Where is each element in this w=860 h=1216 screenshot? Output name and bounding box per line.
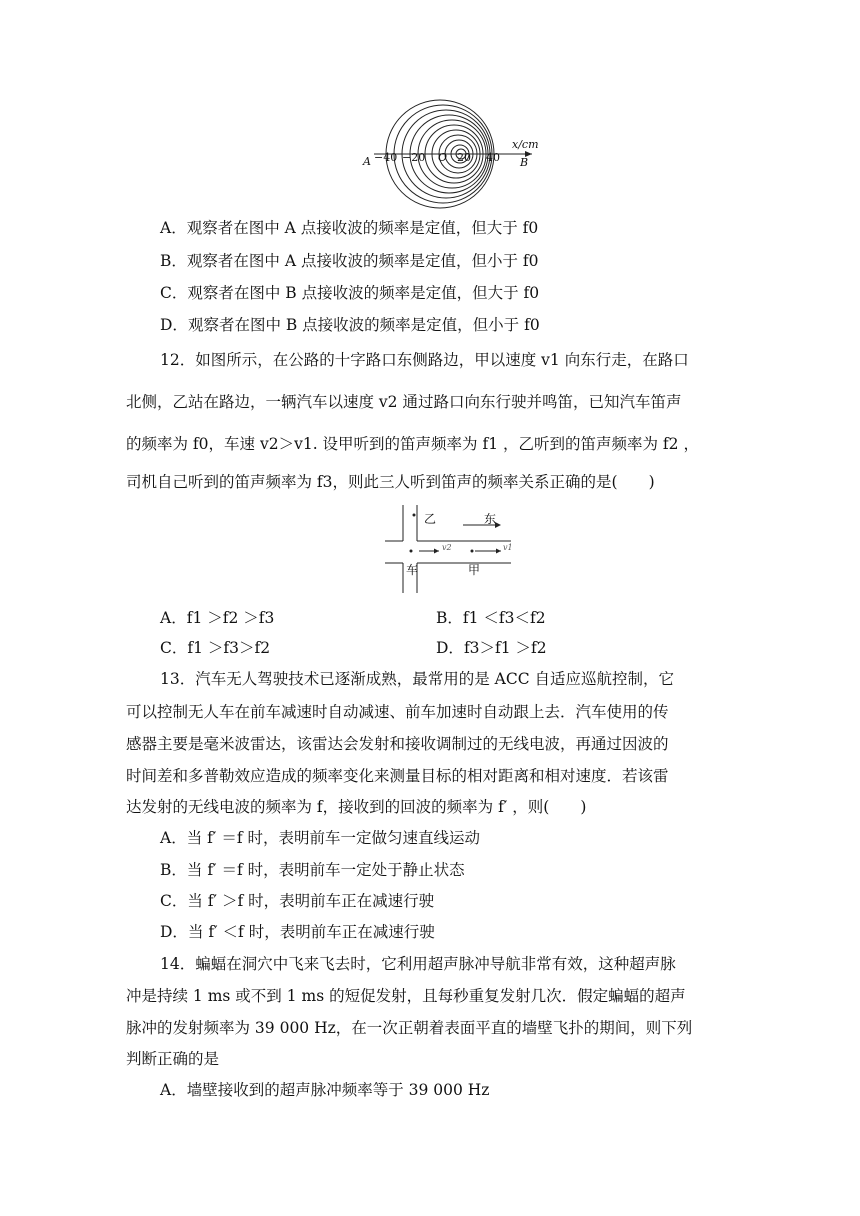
q12-stem-line-2: 北侧，乙站在路边，一辆汽车以速度 v2 通过路口向东行驶并鸣笛，已知汽车笛声 <box>126 393 682 411</box>
tick-label-minus40: −40 <box>374 151 398 164</box>
q12-stem-line-4: 司机自己听到的笛声频率为 f3，则此三人听到笛声的频率关系正确的是( ) <box>126 473 655 491</box>
q12-option-c: C．f1 ＞f3＞f2 <box>160 639 271 657</box>
q13-stem-line-2: 可以控制无人车在前车减速时自动减速、前车加速时自动跟上去．汽车使用的传 <box>126 703 669 721</box>
q11-option-a: A．观察者在图中 A 点接收波的频率是定值，但大于 f0 <box>160 219 539 237</box>
q14-option-a: A．墙壁接收到的超声脉冲频率等于 39 000 Hz <box>160 1081 490 1099</box>
label-east: 东 <box>484 512 497 526</box>
label-v2: v2 <box>442 543 452 552</box>
q14-stem-line-1: 14．蝙蝠在洞穴中飞来飞去时，它利用超声脉冲导航非常有效，这种超声脉 <box>160 955 676 973</box>
q12-option-b: B．f1 ＜f3＜f2 <box>436 609 546 627</box>
q14-stem-line-4: 判断正确的是 <box>126 1050 220 1068</box>
q12-option-d: D．f3＞f1 ＞f2 <box>436 639 547 657</box>
q12-stem-line-3: 的频率为 f0，车速 v2＞v1. 设甲听到的笛声频率为 f1 ，乙听到的笛声频率为 f2 ， <box>126 435 699 453</box>
q11-option-d: D．观察者在图中 B 点接收波的频率是定值，但小于 f0 <box>160 316 540 334</box>
q12-stem-line-1: 12．如图所示，在公路的十字路口东侧路边，甲以速度 v1 向东行走，在路口 <box>160 351 689 369</box>
q14-stem-line-3: 脉冲的发射频率为 39 000 Hz，在一次正朝着表面平直的墙壁飞扑的期间，则下列 <box>126 1019 693 1037</box>
q13-option-c: C．当 f′ ＞f 时，表明前车正在减速行驶 <box>160 892 435 910</box>
tick-label-O: O <box>438 151 448 164</box>
tick-label-40: 40 <box>486 151 500 164</box>
q13-stem-line-5: 达发射的无线电波的频率为 f，接收到的回波的频率为 f′ ，则( ) <box>126 798 587 816</box>
tick-label-B: B <box>520 156 529 169</box>
label-jia: 甲 <box>468 563 481 577</box>
tick-label-20: 20 <box>457 151 471 164</box>
label-car: 车 <box>406 563 419 577</box>
tick-label-A: A <box>363 155 371 168</box>
q13-stem-line-3: 感器主要是毫米波雷达，该雷达会发射和接收调制过的无线电波，再通过因波的 <box>126 735 669 753</box>
q11-option-b: B．观察者在图中 A 点接收波的频率是定值，但小于 f0 <box>160 252 539 270</box>
q12-option-a: A．f1 ＞f2 ＞f3 <box>160 609 275 627</box>
q13-option-a: A．当 f′ ＝f 时，表明前车一定做匀速直线运动 <box>160 829 480 847</box>
q13-option-d: D．当 f′ ＜f 时，表明前车正在减速行驶 <box>160 923 435 941</box>
q13-option-b: B．当 f′ ＝f 时，表明前车一定处于静止状态 <box>160 861 465 879</box>
tick-label-minus20: −20 <box>402 151 426 164</box>
axis-label-x-cm: x/cm <box>512 138 539 151</box>
label-v1: v1 <box>503 543 513 552</box>
q14-stem-line-2: 冲是持续 1 ms 或不到 1 ms 的短促发射，且每秒重复发射几次．假定蝙蝠的超声 <box>126 987 686 1005</box>
label-yi: 乙 <box>424 512 437 526</box>
q13-stem-line-4: 时间差和多普勒效应造成的频率变化来测量目标的相对距离和相对速度．若该雷 <box>126 767 669 785</box>
q13-stem-line-1: 13．汽车无人驾驶技术已逐渐成熟，最常用的是 ACC 自适应巡航控制，它 <box>160 670 674 688</box>
q11-option-c: C．观察者在图中 B 点接收波的频率是定值，但大于 f0 <box>160 284 540 302</box>
